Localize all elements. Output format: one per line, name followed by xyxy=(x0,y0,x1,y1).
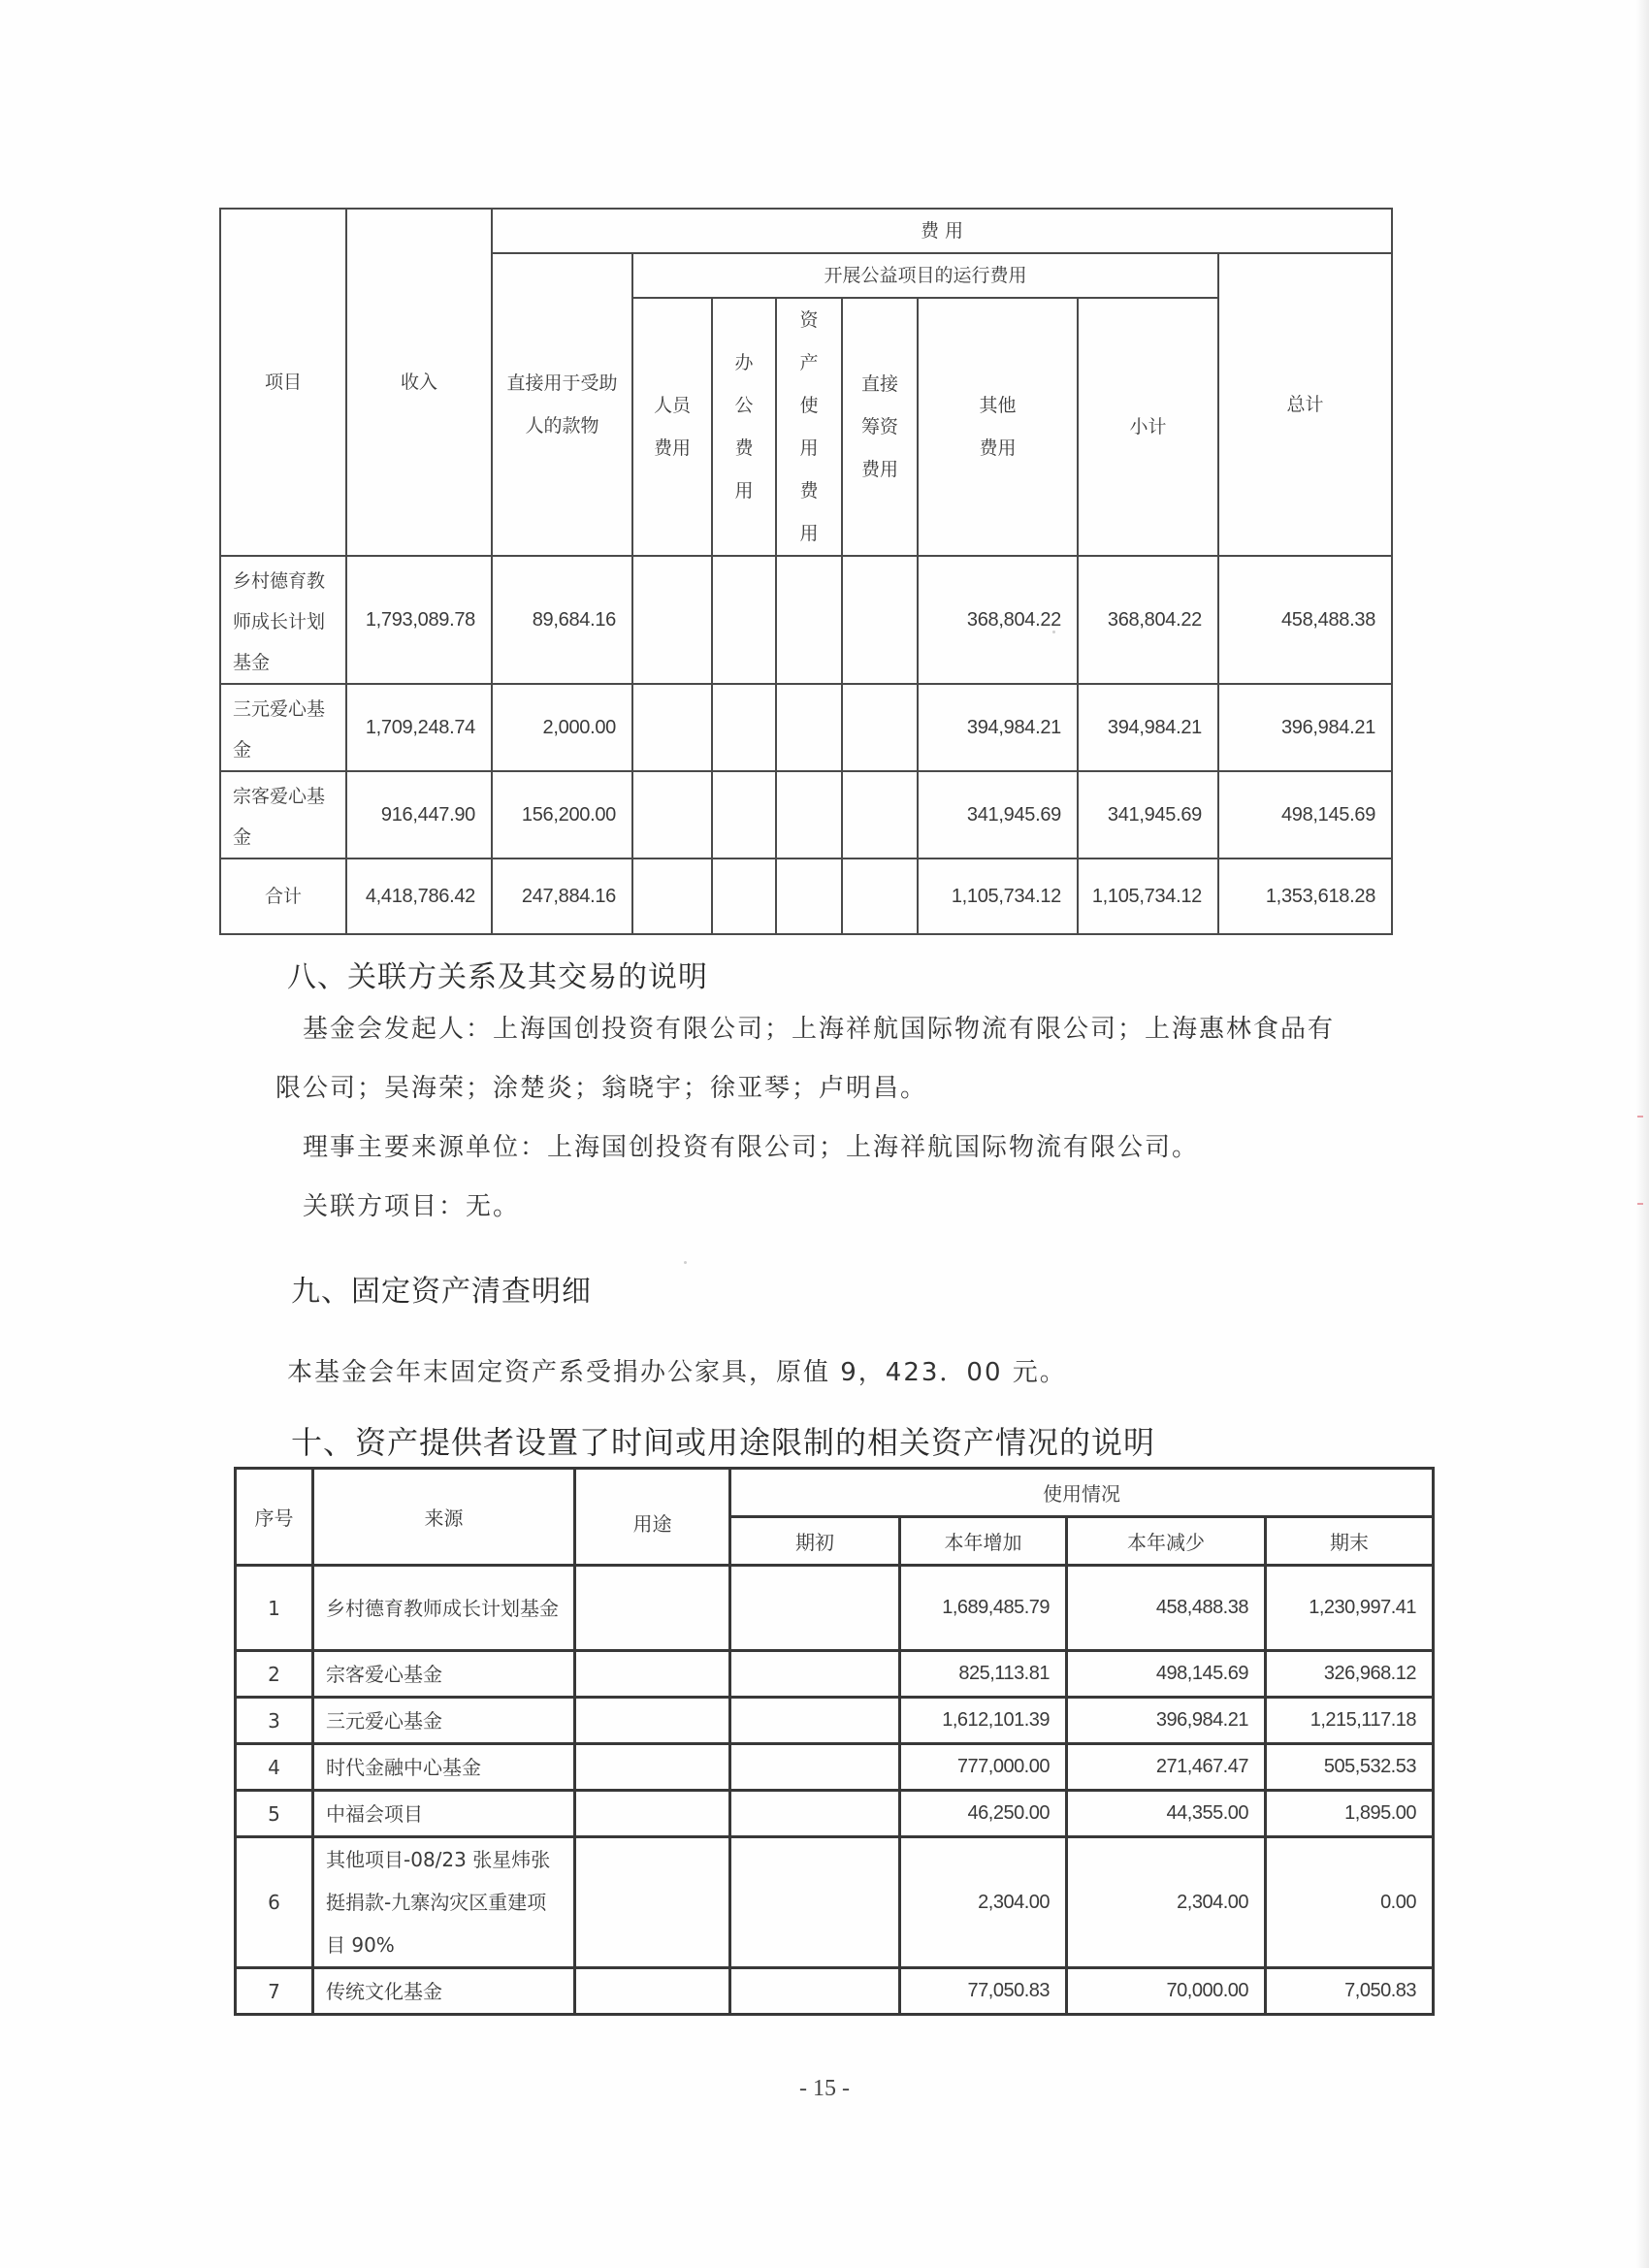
header-direct-to-beneficiaries: 直接用于受助人的款物 xyxy=(492,253,632,556)
cell-source: 时代金融中心基金 xyxy=(313,1744,575,1791)
cell-project: 宗客爱心基金 xyxy=(220,771,346,859)
cell-purpose xyxy=(575,1837,730,1968)
cell-subtotal: 368,804.22 xyxy=(1078,556,1218,684)
header-opening: 期初 xyxy=(730,1517,900,1566)
cell-decrease: 2,304.00 xyxy=(1067,1837,1266,1968)
header-asset-use: 资产使用费用 xyxy=(776,298,842,556)
cell-closing: 326,968.12 xyxy=(1266,1651,1434,1698)
section-9-heading: 九、固定资产清查明细 xyxy=(291,1275,592,1309)
header-income: 收入 xyxy=(346,209,492,556)
founders-line-1: 基金会发起人：上海国创投资有限公司；上海祥航国际物流有限公司；上海惠林食品有 xyxy=(303,1015,1336,1044)
cell-direct-fundraising xyxy=(842,771,918,859)
header-index: 序号 xyxy=(236,1469,313,1566)
scan-speck xyxy=(684,1261,687,1264)
cell-opening xyxy=(730,1837,900,1968)
header-usage-group: 使用情况 xyxy=(730,1469,1434,1517)
header-office: 办公费用 xyxy=(712,298,776,556)
cell-purpose xyxy=(575,1566,730,1651)
header-program-operating-group: 开展公益项目的运行费用 xyxy=(632,253,1218,298)
cell-index: 5 xyxy=(236,1791,313,1837)
cell-increase: 1,689,485.79 xyxy=(900,1566,1067,1651)
cell-increase: 2,304.00 xyxy=(900,1837,1067,1968)
header-project: 项目 xyxy=(220,209,346,556)
table-row xyxy=(236,1566,1434,1651)
cell-income: 1,709,248.74 xyxy=(346,684,492,771)
cell-opening xyxy=(730,1744,900,1791)
table-row xyxy=(220,684,1392,771)
cell-source: 三元爱心基金 xyxy=(313,1698,575,1744)
cell-closing: 505,532.53 xyxy=(1266,1744,1434,1791)
cell-decrease: 498,145.69 xyxy=(1067,1651,1266,1698)
cell-decrease: 44,355.00 xyxy=(1067,1791,1266,1837)
cell-index: 7 xyxy=(236,1968,313,2015)
directors-source: 理事主要来源单位：上海国创投资有限公司；上海祥航国际物流有限公司。 xyxy=(303,1133,1200,1162)
table-row xyxy=(220,771,1392,859)
cell-personnel xyxy=(632,771,712,859)
cell-opening xyxy=(730,1968,900,2015)
header-direct-fundraising: 直接筹资费用 xyxy=(842,298,918,556)
restricted-assets-table xyxy=(234,1467,1435,2016)
cell-office xyxy=(712,771,776,859)
cell-source: 乡村德育教师成长计划基金 xyxy=(313,1566,575,1651)
cell-closing: 1,215,117.18 xyxy=(1266,1698,1434,1744)
related-projects: 关联方项目：无。 xyxy=(303,1192,521,1221)
cell-decrease: 458,488.38 xyxy=(1067,1566,1266,1651)
cell-purpose xyxy=(575,1968,730,2015)
cell-source: 宗客爱心基金 xyxy=(313,1651,575,1698)
cell-purpose xyxy=(575,1744,730,1791)
cell-decrease: 271,467.47 xyxy=(1067,1744,1266,1791)
cell-opening xyxy=(730,1698,900,1744)
cell-purpose xyxy=(575,1698,730,1744)
cell-opening xyxy=(730,1566,900,1651)
section-10-heading: 十、资产提供者设置了时间或用途限制的相关资产情况的说明 xyxy=(291,1424,1156,1461)
cell-direct-to-beneficiaries: 2,000.00 xyxy=(492,684,632,771)
cell-opening xyxy=(730,1791,900,1837)
cell-source: 中福会项目 xyxy=(313,1791,575,1837)
fixed-assets-text: 本基金会年末固定资产系受捐办公家具，原值 9，423．00 元。 xyxy=(287,1358,1067,1387)
cell-source: 其他项目-08/23 张星炜张挺捐款-九寨沟灾区重建项目 90% xyxy=(313,1837,575,1968)
header-source: 来源 xyxy=(313,1469,575,1566)
cell-other: 368,804.22 xyxy=(918,556,1078,684)
header-increase: 本年增加 xyxy=(900,1517,1067,1566)
project-expense-table xyxy=(219,208,1393,935)
cell-project: 乡村德育教师成长计划基金 xyxy=(220,556,346,684)
cell-subtotal: 394,984.21 xyxy=(1078,684,1218,771)
cell-other: 341,945.69 xyxy=(918,771,1078,859)
cell-other: 394,984.21 xyxy=(918,684,1078,771)
cell-increase: 825,113.81 xyxy=(900,1651,1067,1698)
cell-index: 1 xyxy=(236,1566,313,1651)
cell-personnel xyxy=(632,556,712,684)
cell-asset-use xyxy=(776,556,842,684)
total-row xyxy=(220,859,1392,934)
page-number: - 15 - xyxy=(799,2076,850,2101)
cell-closing: 1,895.00 xyxy=(1266,1791,1434,1837)
header-subtotal: 小计 xyxy=(1078,298,1218,556)
header-closing: 期末 xyxy=(1266,1517,1434,1566)
header-purpose: 用途 xyxy=(575,1469,730,1566)
cell-decrease: 70,000.00 xyxy=(1067,1968,1266,2015)
cell-source: 传统文化基金 xyxy=(313,1968,575,2015)
cell-opening xyxy=(730,1651,900,1698)
cell-direct-to-beneficiaries: 247,884.16 xyxy=(492,859,632,934)
cell-total: 498,145.69 xyxy=(1218,771,1392,859)
cell-purpose xyxy=(575,1791,730,1837)
cell-income: 916,447.90 xyxy=(346,771,492,859)
scan-edge-shadow xyxy=(1635,0,1649,2268)
cell-total-label: 合计 xyxy=(220,859,346,934)
cell-asset-use xyxy=(776,684,842,771)
cell-other: 1,105,734.12 xyxy=(918,859,1078,934)
table-row xyxy=(236,1837,1434,1968)
cell-subtotal: 1,105,734.12 xyxy=(1078,859,1218,934)
cell-decrease: 396,984.21 xyxy=(1067,1698,1266,1744)
cell-index: 6 xyxy=(236,1837,313,1968)
section-8-heading: 八、关联方关系及其交易的说明 xyxy=(287,960,708,994)
cell-asset-use xyxy=(776,859,842,934)
cell-increase: 777,000.00 xyxy=(900,1744,1067,1791)
cell-increase: 1,612,101.39 xyxy=(900,1698,1067,1744)
header-personnel: 人员费用 xyxy=(632,298,712,556)
cell-asset-use xyxy=(776,771,842,859)
scan-mark xyxy=(1637,1116,1643,1118)
table-row xyxy=(220,556,1392,684)
table-row xyxy=(236,1791,1434,1837)
header-expenses-group xyxy=(492,209,1392,253)
cell-subtotal: 341,945.69 xyxy=(1078,771,1218,859)
cell-closing: 1,230,997.41 xyxy=(1266,1566,1434,1651)
header-expenses-group-label: 费 用 xyxy=(921,220,964,242)
cell-personnel xyxy=(632,684,712,771)
table-row xyxy=(236,1651,1434,1698)
cell-total: 396,984.21 xyxy=(1218,684,1392,771)
cell-increase: 46,250.00 xyxy=(900,1791,1067,1837)
table-row xyxy=(236,1968,1434,2015)
cell-office xyxy=(712,684,776,771)
cell-project: 三元爱心基金 xyxy=(220,684,346,771)
cell-total: 1,353,618.28 xyxy=(1218,859,1392,934)
scan-mark xyxy=(1637,1203,1643,1205)
cell-index: 2 xyxy=(236,1651,313,1698)
cell-closing: 0.00 xyxy=(1266,1837,1434,1968)
cell-personnel xyxy=(632,859,712,934)
header-other: 其他费用 xyxy=(918,298,1078,556)
cell-closing: 7,050.83 xyxy=(1266,1968,1434,2015)
cell-total: 458,488.38 xyxy=(1218,556,1392,684)
cell-index: 4 xyxy=(236,1744,313,1791)
cell-increase: 77,050.83 xyxy=(900,1968,1067,2015)
cell-direct-to-beneficiaries: 89,684.16 xyxy=(492,556,632,684)
cell-income: 1,793,089.78 xyxy=(346,556,492,684)
table-row xyxy=(236,1698,1434,1744)
header-total: 总计 xyxy=(1218,253,1392,556)
scan-speck xyxy=(1052,631,1055,633)
cell-direct-to-beneficiaries: 156,200.00 xyxy=(492,771,632,859)
cell-purpose xyxy=(575,1651,730,1698)
table-row xyxy=(236,1744,1434,1791)
cell-direct-fundraising xyxy=(842,556,918,684)
cell-office xyxy=(712,859,776,934)
cell-office xyxy=(712,556,776,684)
cell-income: 4,418,786.42 xyxy=(346,859,492,934)
cell-direct-fundraising xyxy=(842,859,918,934)
founders-line-2: 限公司；吴海荣；涂楚炎；翁晓宇；徐亚琴；卢明昌。 xyxy=(275,1074,928,1103)
header-decrease: 本年减少 xyxy=(1067,1517,1266,1566)
cell-index: 3 xyxy=(236,1698,313,1744)
cell-direct-fundraising xyxy=(842,684,918,771)
